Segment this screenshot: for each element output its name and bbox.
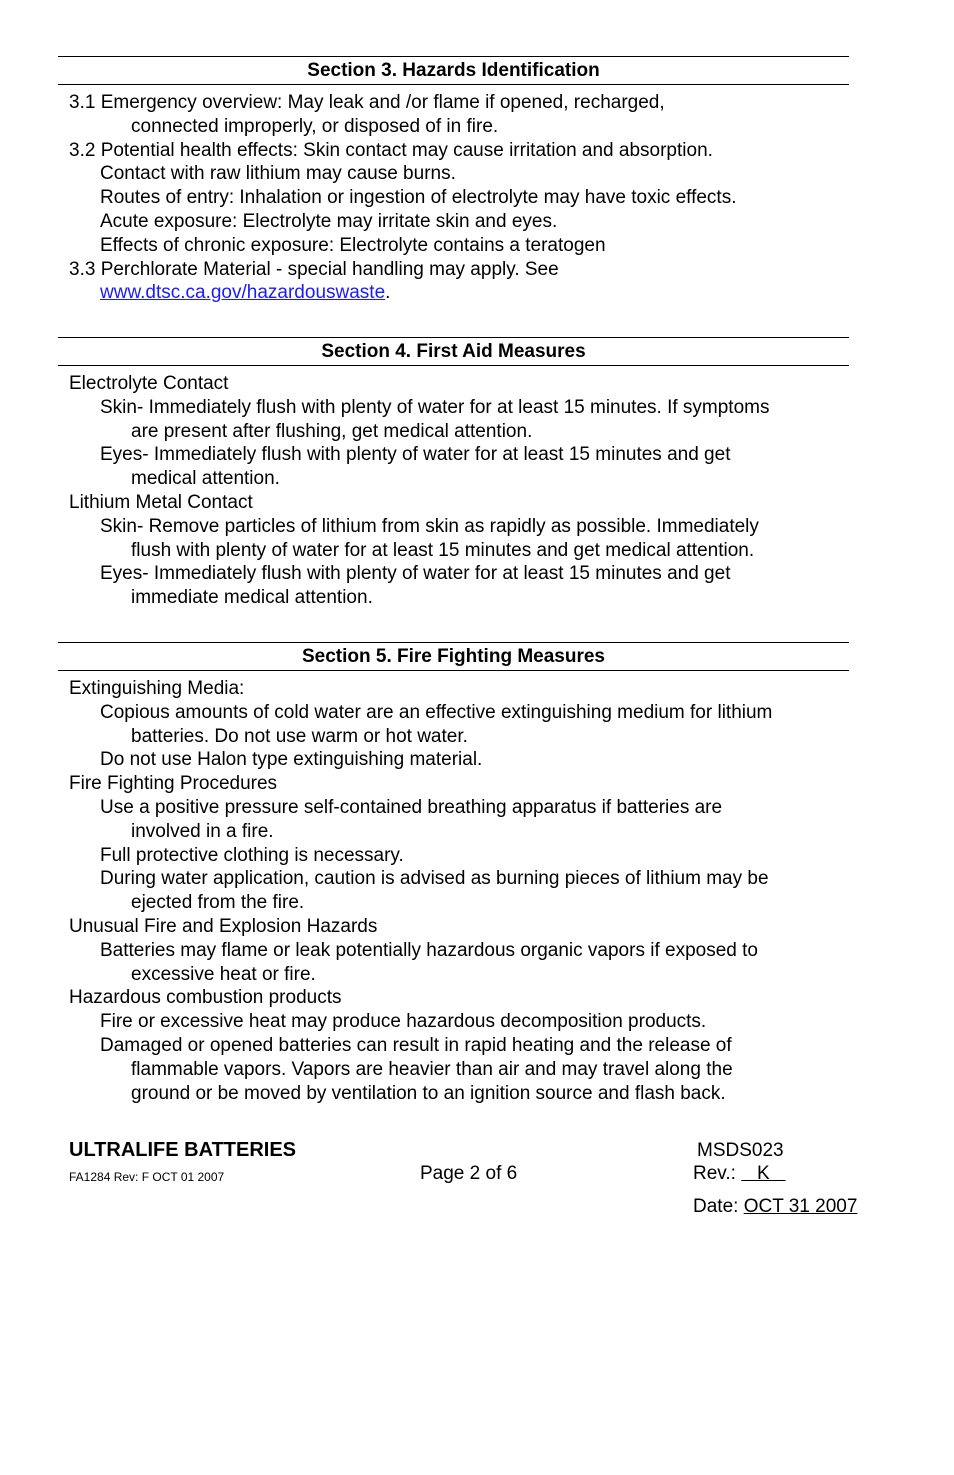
line: Skin- Remove particles of lithium from skin as rapidly as possible. Immediately <box>100 515 759 537</box>
footer-form-number: FA1284 Rev: F OCT 01 2007 <box>69 1170 225 1184</box>
section-5 <box>58 642 849 1105</box>
line: immediate medical attention. <box>131 587 373 609</box>
line: 3.3 Perchlorate Material - special handling may apply. See <box>69 258 559 280</box>
section-3-body <box>58 91 849 305</box>
line: Do not use Halon type extinguishing material. <box>100 749 483 771</box>
revision <box>693 1163 786 1185</box>
link-suffix: . <box>385 282 391 304</box>
line: Eyes- Immediately flush with plenty of water for at least 15 minutes and get <box>100 563 731 585</box>
line: flammable vapors. Vapors are heavier than air and may travel along the <box>131 1058 733 1080</box>
date-value: OCT 31 2007 <box>743 1196 858 1217</box>
line: 3.1 Emergency overview: May leak and /or flame if opened, recharged, <box>69 92 665 113</box>
line: Effects of chronic exposure: Electrolyte contains a teratogen <box>100 234 606 256</box>
line: flush with plenty of water for at least 15 minutes and get medical attention. <box>131 539 755 561</box>
line: Electrolyte Contact <box>69 373 229 394</box>
line: Fire or excessive heat may produce hazardous decomposition products. <box>100 1011 707 1033</box>
revision-label: Rev.: <box>693 1163 736 1184</box>
line: batteries. Do not use warm or hot water. <box>131 725 468 747</box>
line: Contact with raw lithium may cause burns. <box>100 163 456 185</box>
section-3-title: Section 3. Hazards Identification <box>58 56 849 85</box>
line: involved in a fire. <box>131 820 274 842</box>
link-line <box>58 281 849 305</box>
hazardous-waste-link[interactable]: www.dtsc.ca.gov/hazardouswaste <box>100 282 386 304</box>
revision-value: K <box>741 1163 786 1184</box>
line: excessive heat or fire. <box>131 963 316 985</box>
line: Extinguishing Media: <box>69 678 245 699</box>
line: Fire Fighting Procedures <box>69 773 278 795</box>
section-4-body <box>58 372 849 610</box>
footer-brand: ULTRALIFE BATTERIES <box>69 1139 297 1161</box>
section-5-body <box>58 677 849 1105</box>
line: Lithium Metal Contact <box>69 491 253 513</box>
line: ejected from the fire. <box>131 892 305 914</box>
page-number: Page 2 of 6 <box>420 1163 518 1184</box>
line: Hazardous combustion products <box>69 987 342 1009</box>
msds-number: MSDS023 <box>697 1140 784 1161</box>
line: are present after flushing, get medical attention. <box>131 420 533 442</box>
section-5-title: Section 5. Fire Fighting Measures <box>58 642 849 671</box>
line: Full protective clothing is necessary. <box>100 844 404 866</box>
section-4 <box>58 337 849 610</box>
section-3 <box>58 56 849 305</box>
line: Acute exposure: Electrolyte may irritate skin and eyes. <box>100 210 558 232</box>
line: Skin- Immediately flush with plenty of water for at least 15 minutes. If symptoms <box>100 396 770 418</box>
section-4-title: Section 4. First Aid Measures <box>58 337 849 366</box>
line: ground or be moved by ventilation to an ignition source and flash back. <box>131 1082 726 1104</box>
line: Use a positive pressure self-contained breathing apparatus if batteries are <box>100 796 723 818</box>
document-date <box>693 1196 857 1218</box>
line: Damaged or opened batteries can result in rapid heating and the release of <box>100 1034 732 1056</box>
line: Routes of entry: Inhalation or ingestion of electrolyte may have toxic effects. <box>100 187 737 209</box>
line: Eyes- Immediately flush with plenty of water for at least 15 minutes and get <box>100 444 731 466</box>
line: Unusual Fire and Explosion Hazards <box>69 915 378 937</box>
line: Batteries may flame or leak potentially hazardous organic vapors if exposed to <box>100 939 758 961</box>
line: 3.2 Potential health effects: Skin contact may cause irritation and absorption. <box>69 139 713 161</box>
line: medical attention. <box>131 468 280 490</box>
line: Copious amounts of cold water are an effective extinguishing medium for lithium <box>100 701 773 723</box>
line: connected improperly, or disposed of in fire. <box>131 115 499 137</box>
date-label: Date: <box>693 1196 739 1217</box>
line: During water application, caution is advised as burning pieces of lithium may be <box>100 868 769 890</box>
